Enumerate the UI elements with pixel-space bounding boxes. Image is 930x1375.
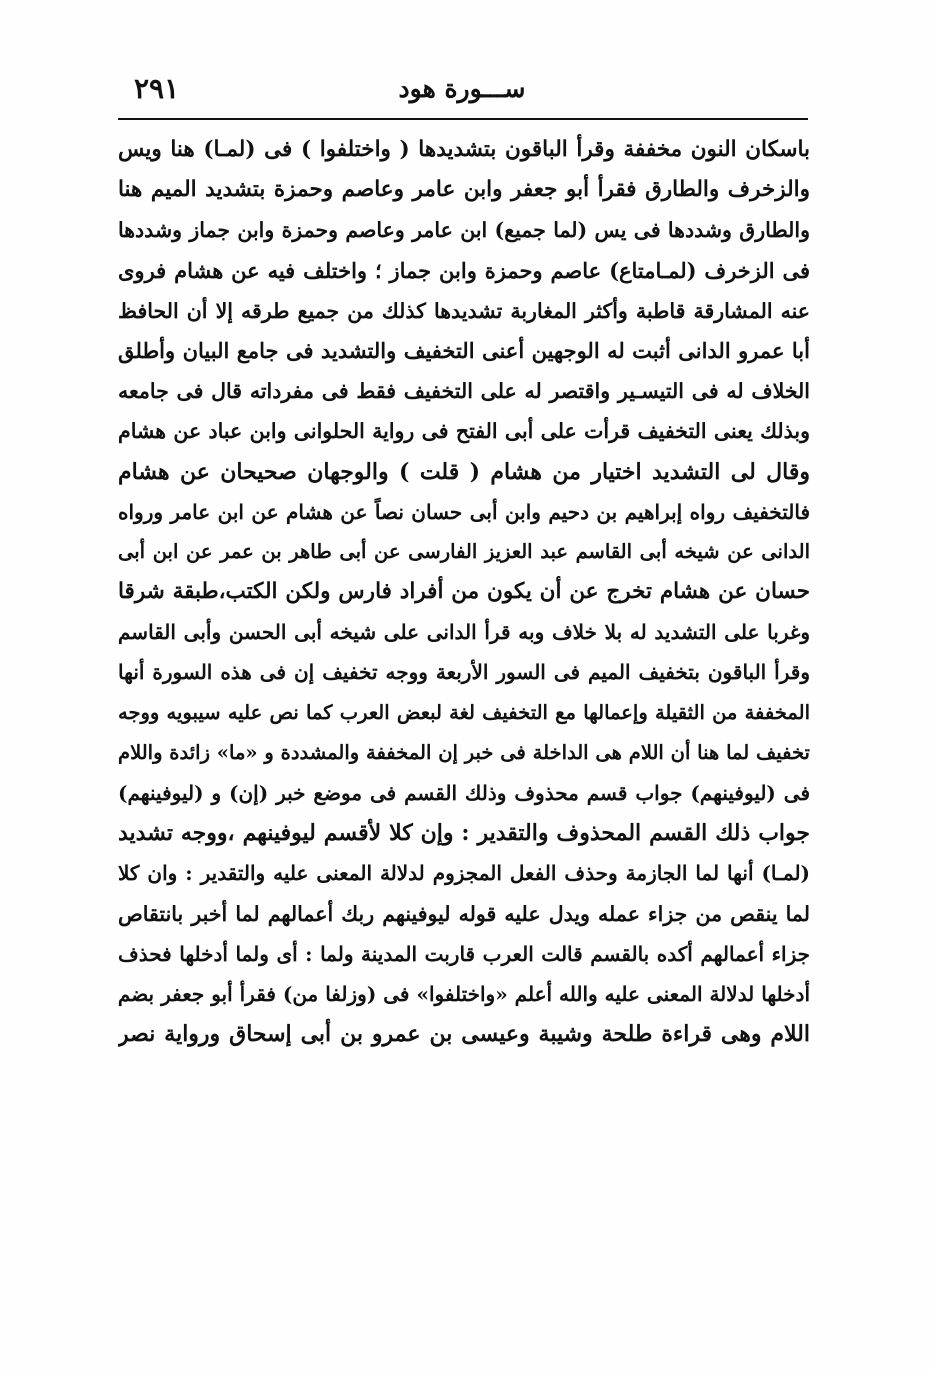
surah-title: ســـورة هود [398, 74, 526, 103]
header-divider [118, 118, 808, 120]
text-line: المخففة من الثقيلة وإعمالها مع التخفيف لغة لبعض العرب كما نص عليه سيبويه ووجه [118, 700, 810, 724]
text-line: فالتخفيف رواه إبراهيم بن دحيم وابن أبى حسان نصاً عن هشام عن ابن عامر ورواه [118, 499, 810, 524]
text-line: والزخرف والطارق فقرأ أبو جعفر وابن عامر وعاصم وحمزة بتشديد الميم هنا [118, 177, 810, 203]
page-header [112, 70, 812, 118]
text-line: وغربا على التشديد له بلا خلاف وبه قرأ الدانى على شيخه أبى الحسن وأبى القاسم [118, 620, 810, 645]
text-line: فى الزخرف (لمـامتاع) عاصم وحمزة وابن جماز ؛ واختلف فيه عن هشام فروى [118, 257, 810, 283]
text-line: عنه المشارقة قاطبة وأكثر المغاربة تشديدها كذلك من جميع طرقه إلا أن الحافظ [118, 298, 810, 323]
text-line: الخلاف له فى التيسـير واقتصر له على التخفيف فقط فى مفرداته قال فى جامعه [118, 379, 810, 404]
page-body-text [118, 130, 810, 1054]
text-line: (لمـا) أنها لما الجازمة وحذف الفعل المجزوم لدلالة المعنى عليه والتقدير : وان كلا [118, 861, 810, 886]
text-line: والطارق وشددها فى يس (لما جميع) ابن عامر وعاصم وحمزة وابن جماز وشددها [118, 218, 810, 243]
text-line: لما ينقص من جزاء عمله ويدل عليه قوله ليوفينهم ربك أعمالهم لما أخبر بانتقاص [118, 901, 810, 926]
text-line: وقال لى التشديد اختيار من هشام ( قلت ) والوجهان صحيحان عن هشام [118, 458, 810, 485]
text-line: تخفيف لما هنا أن اللام هى الداخلة فى خبر إن المخففة والمشددة و «ما» زائدة واللام [118, 740, 810, 764]
text-line: جواب ذلك القسم المحذوف والتقدير : وإن كلا لأقسم ليوفينهم ،ووجه تشديد [118, 820, 810, 847]
text-line: حسان عن هشام تخرج عن أن يكون من أفراد فارس ولكن الكتب،طبقة شرقا [118, 579, 810, 605]
page-number: ٢٩١ [134, 72, 180, 105]
text-line: أدخلها لدلالة المعنى عليه والله أعلم «واختلفوا» فى (وزلفا من) فقرأ أبو جعفر بضم [118, 981, 810, 1006]
text-line: وبذلك يعنى التخفيف قرأت على أبى الفتح فى رواية الحلوانى وابن عباد عن هشام [118, 419, 810, 444]
text-line: وقرأ الباقون بتخفيف الميم فى السور الأربعة ووجه تخفيف إن فى هذه السورة أنها [118, 660, 810, 685]
text-line: فى (ليوفينهم) جواب قسم محذوف وذلك القسم فى موضع خبر (إن) و (ليوفينهم) [118, 781, 810, 805]
text-line: اللام وهى قراءة طلحة وشيبة وعيسى بن عمرو بن أبى إسحاق ورواية نصر [118, 1021, 810, 1048]
text-line: جزاء أعمالهم أكده بالقسم قالت العرب قاربت المدينة ولما : أى ولما أدخلها فحذف [118, 941, 810, 966]
text-line: باسكان النون مخففة وقرأ الباقون بتشديدها ( واختلفوا ) فى (لمـا) هنا ويس [118, 137, 810, 162]
text-line: أبا عمرو الدانى أثبت له الوجهين أعنى التخفيف والتشديد فى جامع البيان وأطلق [118, 337, 810, 363]
text-line: الدانى عن شيخه أبى القاسم عبد العزيز الفارسى عن أبى طاهر بن عمر عن ابن أبى [118, 539, 810, 563]
